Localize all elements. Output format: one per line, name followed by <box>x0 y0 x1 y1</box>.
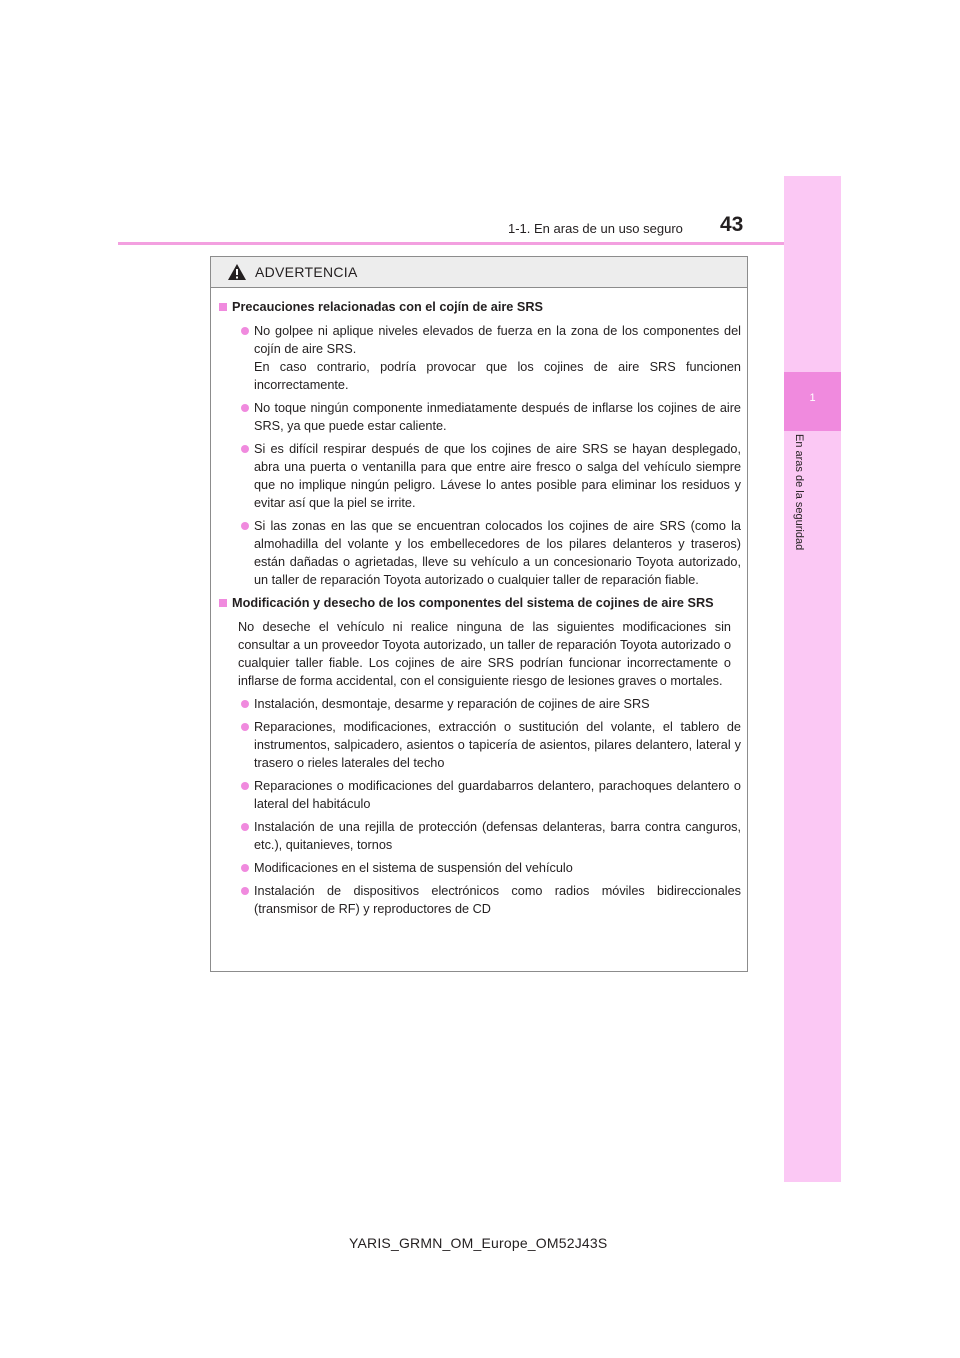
list-item: Modificaciones en el sistema de suspensión del vehículo <box>241 859 741 877</box>
section-paragraph: No deseche el vehículo ni realice ninguna de las siguientes modificaciones sin consultar a un proveedor Toyota autorizado, un taller de reparación Toyota autorizado o cualquier taller fiable. Los cojines de aire SRS podrían funcionar incorrectamente o inflarse de forma accidental, con el consiguiente riesgo de lesiones graves o mortales. <box>238 620 731 688</box>
footer-document-code: YARIS_GRMN_OM_Europe_OM52J43S <box>349 1235 608 1251</box>
page-number: 43 <box>720 213 744 236</box>
bullet-dot-icon <box>241 404 249 412</box>
list-item: No golpee ni aplique niveles elevados de fuerza en la zona de los componentes del cojín de aire SRS. En caso contrario, podría provocar que los cojines de aire SRS funcionen incorrectamente. <box>241 322 741 394</box>
square-bullet-icon <box>219 303 227 311</box>
bullet-dot-icon <box>241 327 249 335</box>
warning-title: ADVERTENCIA <box>255 264 358 280</box>
bullet-dot-icon <box>241 864 249 872</box>
warning-triangle-icon <box>227 263 247 281</box>
bullet-dot-icon <box>241 445 249 453</box>
chapter-title: En aras de la seguridad <box>793 434 805 551</box>
warning-header <box>211 257 747 288</box>
chapter-number: 1 <box>809 392 816 404</box>
list-item: Reparaciones o modificaciones del guardabarros delantero, parachoques delantero o lateral del habitáculo <box>241 777 741 813</box>
list-item: Si es difícil respirar después de que los cojines de aire SRS se hayan desplegado, abra una puerta o ventanilla para que entre aire fresco o salga del vehículo siempre que no implique ningún peligro. Lávese lo antes posible para eliminar los residuos y evitar así que la piel se irrite. <box>241 440 741 512</box>
side-tab <box>784 176 841 1182</box>
warning-box <box>210 256 748 972</box>
list-item: Instalación, desmontaje, desarme y reparación de cojines de aire SRS <box>241 695 741 713</box>
section-heading-modification: Modificación y desecho de los componentes del sistema de cojines de aire SRS <box>219 594 741 612</box>
list-item: Instalación de dispositivos electrónicos como radios móviles bidireccionales (transmisor de RF) y reproductores de CD <box>241 882 741 918</box>
bullet-dot-icon <box>241 782 249 790</box>
list-item: Si las zonas en las que se encuentran colocados los cojines de aire SRS (como la almohadilla del volante y los embellecedores de los pilares delanteros y traseros) están dañadas o agrietadas, lleve su vehículo a un concesionario Toyota autorizado, un taller de reparación Toyota autorizado o cualquier taller de reparación fiable. <box>241 517 741 589</box>
list-item: Reparaciones, modificaciones, extracción o sustitución del volante, el tablero de instrumentos, salpicadero, asientos o tapicería de asientos, pilares delantero, lateral y trasero o rieles laterales del techo <box>241 718 741 772</box>
list-item: No toque ningún componente inmediatamente después de inflarse los cojines de aire SRS, ya que puede estar caliente. <box>241 399 741 435</box>
section-title: 1-1. En aras de un uso seguro <box>508 221 683 236</box>
square-bullet-icon <box>219 599 227 607</box>
section-heading-precautions: Precauciones relacionadas con el cojín de aire SRS <box>219 298 741 316</box>
bullet-dot-icon <box>241 823 249 831</box>
bullet-dot-icon <box>241 723 249 731</box>
list-item: Instalación de una rejilla de protección (defensas delanteras, barra contra canguros, etc.), quitanieves, tornos <box>241 818 741 854</box>
bullet-dot-icon <box>241 522 249 530</box>
bullet-dot-icon <box>241 700 249 708</box>
warning-content <box>211 288 747 918</box>
header-rule <box>118 242 841 245</box>
bullet-dot-icon <box>241 887 249 895</box>
